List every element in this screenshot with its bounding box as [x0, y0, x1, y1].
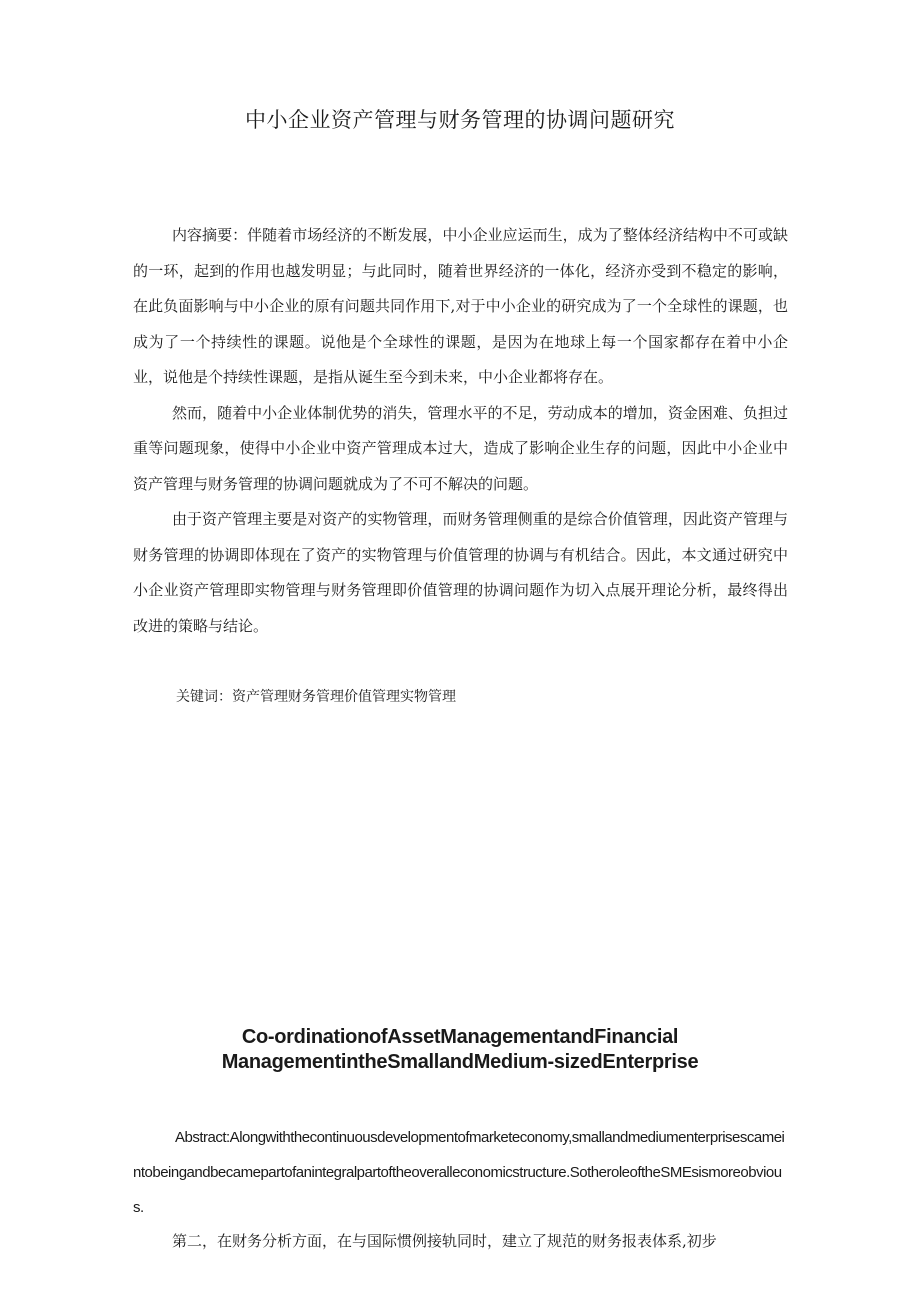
english-title — [0, 1025, 920, 1075]
chinese-abstract — [133, 218, 788, 644]
trailing-paragraph: 第二，在财务分析方面，在与国际惯例接轨同时，建立了规范的财务报表体系,初步 — [172, 1232, 717, 1250]
english-title-line-1: Co-ordinationofAssetManagementandFinancial — [241, 1026, 679, 1048]
abstract-paragraph-1: 内容摘要：伴随着市场经济的不断发展，中小企业应运而生，成为了整体经济结构中不可或缺的一环，起到的作用也越发明显；与此同时，随着世界经济的一体化，经济亦受到不稳定的影响，在此负面影响与中小企业的原有问题共同作用下,对于中小企业的研究成为了一个全球性的课题，也成为了一个持续性的课题。说他是个全球性的课题，是因为在地球上每一个国家都存在着中小企业，说他是个持续性课题，是指从诞生至今到未来，中小企业都将存在。 — [133, 226, 788, 386]
english-title-line-2: ManagementintheSmallandMedium-sizedEnterprise — [221, 1051, 699, 1073]
abstract-paragraph-3: 由于资产管理主要是对资产的实物管理，而财务管理侧重的是综合价值管理，因此资产管理与财务管理的协调即体现在了资产的实物管理与价值管理的协调与有机结合。因此，本文通过研究中小企业资产管理即实物管理与财务管理即价值管理的协调问题作为切入点展开理论分析，最终得出改进的策略与结论。 — [133, 510, 788, 635]
abstract-paragraph-2: 然而，随着中小企业体制优势的消失，管理水平的不足，劳动成本的增加，资金困难、负担过重等问题现象，使得中小企业中资产管理成本过大，造成了影响企业生存的问题，因此中小企业中资产管理与财务管理的协调问题就成为了不可不解决的问题。 — [133, 403, 788, 493]
keywords-line: 关键词：资产管理财务管理价值管理实物管理 — [176, 689, 456, 705]
english-abstract: Abstract:Alongwiththecontinuousdevelopmentofmarketeconomy,smallandmediumenterprisescameintobeingandbecamepartofanintegralpartoftheoveralleconomicstructure.SotheroleoftheSMEsismoreobvious. — [133, 1129, 785, 1216]
chinese-title: 中小企业资产管理与财务管理的协调问题研究 — [245, 108, 675, 132]
